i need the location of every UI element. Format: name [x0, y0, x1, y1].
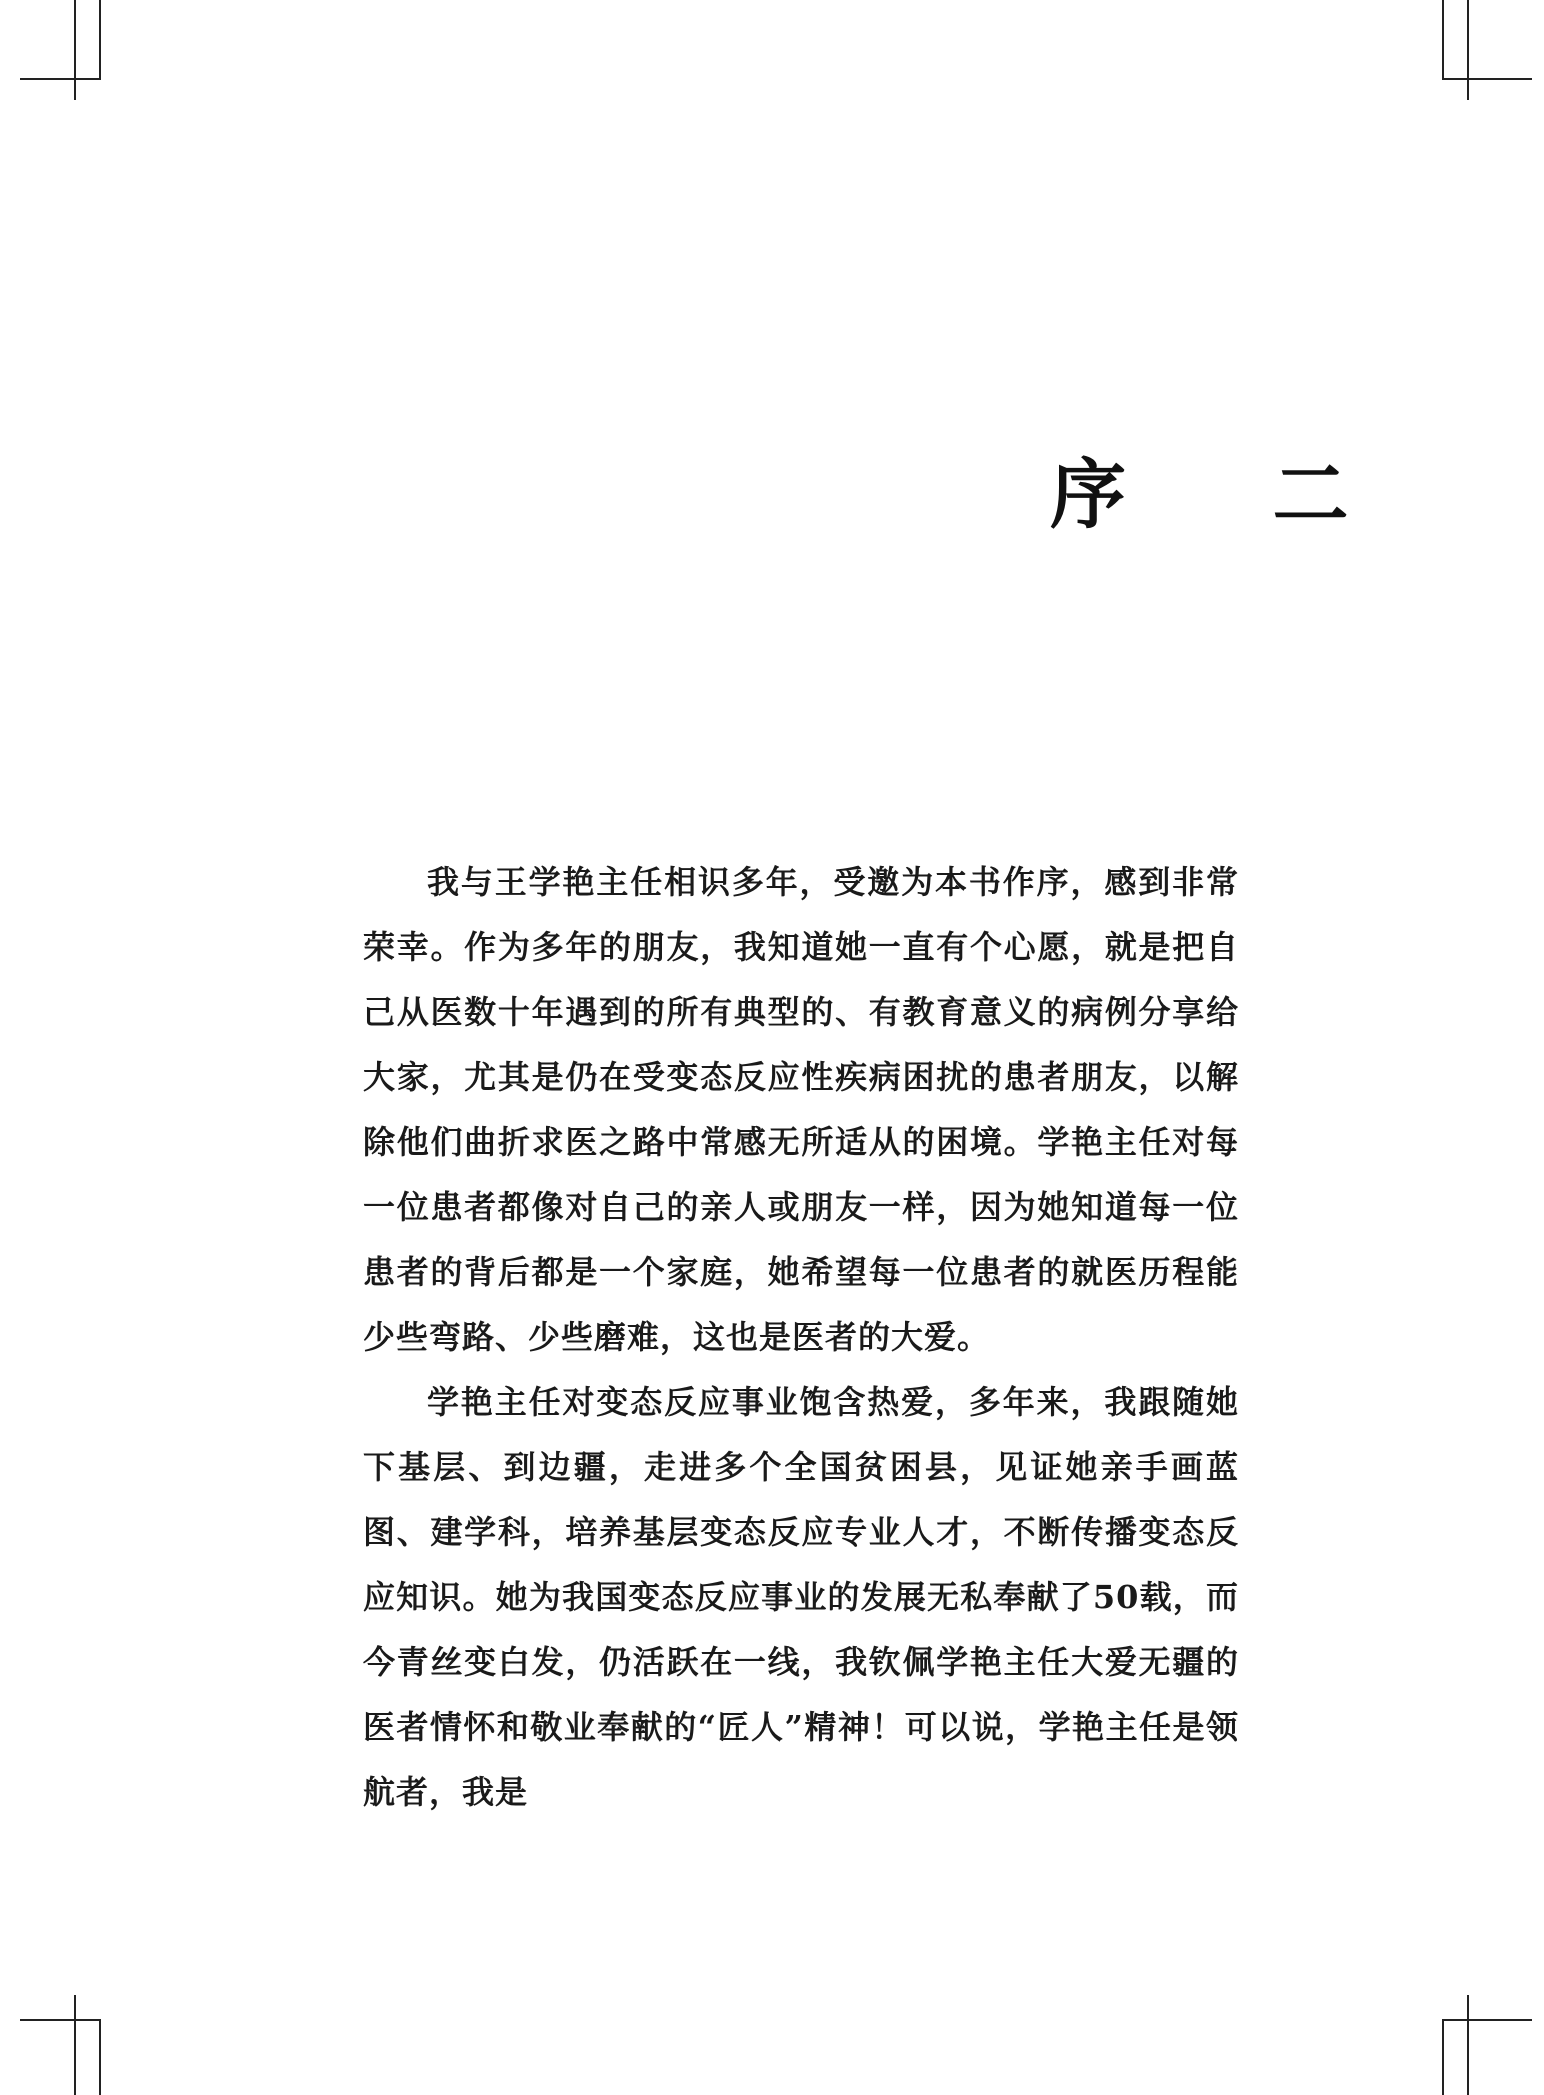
paragraph-1: 我与王学艳主任相识多年，受邀为本书作序，感到非常荣幸。作为多年的朋友，我知道她一直有个心愿，就是把自己从医数十年遇到的所有典型的、有教育意义的病例分享给大家，尤其是仍在受变态反应性疾病困扰的患者朋友，以解除他们曲折求医之路中常感无所适从的困境。学艳主任对每一位患者都像对自己的亲人或朋友一样，因为她知道每一位患者的背后都是一个家庭，她希望每一位患者的就医历程能少些弯路、少些磨难，这也是医者的大爱。 — [363, 863, 1239, 1356]
crop-mark-bottom-right-horizontal — [1442, 2019, 1532, 2021]
crop-mark-top-right-vertical — [1442, 0, 1444, 80]
crop-mark-top-left-horizontal — [20, 78, 100, 80]
preface-body — [363, 850, 1239, 1825]
crop-mark-top-right-vertical-2 — [1467, 0, 1469, 100]
paragraph-2: 学艳主任对变态反应事业饱含热爱，多年来，我跟随她下基层、到边疆，走进多个全国贫困县，见证她亲手画蓝图、建学科，培养基层变态反应专业人才，不断传播变态反应知识。她为我国变态反应事业的发展无私奉献了50载，而今青丝变白发，仍活跃在一线，我钦佩学艳主任大爱无疆的医者情怀和敬业奉献的“匠人”精神！可以说，学艳主任是领航者，我是 — [363, 1383, 1239, 1811]
crop-mark-top-left-vertical — [74, 0, 76, 100]
crop-mark-bottom-right-vertical-2 — [1467, 1995, 1469, 2095]
page-title: 序 二 — [1050, 450, 1409, 539]
crop-mark-top-right-horizontal — [1442, 78, 1532, 80]
crop-mark-top-left-vertical-2 — [99, 0, 101, 80]
crop-mark-bottom-left-vertical — [74, 1995, 76, 2095]
crop-mark-bottom-left-vertical-2 — [99, 2019, 101, 2095]
crop-mark-bottom-left-horizontal — [20, 2019, 100, 2021]
crop-mark-bottom-right-vertical — [1442, 2019, 1444, 2095]
